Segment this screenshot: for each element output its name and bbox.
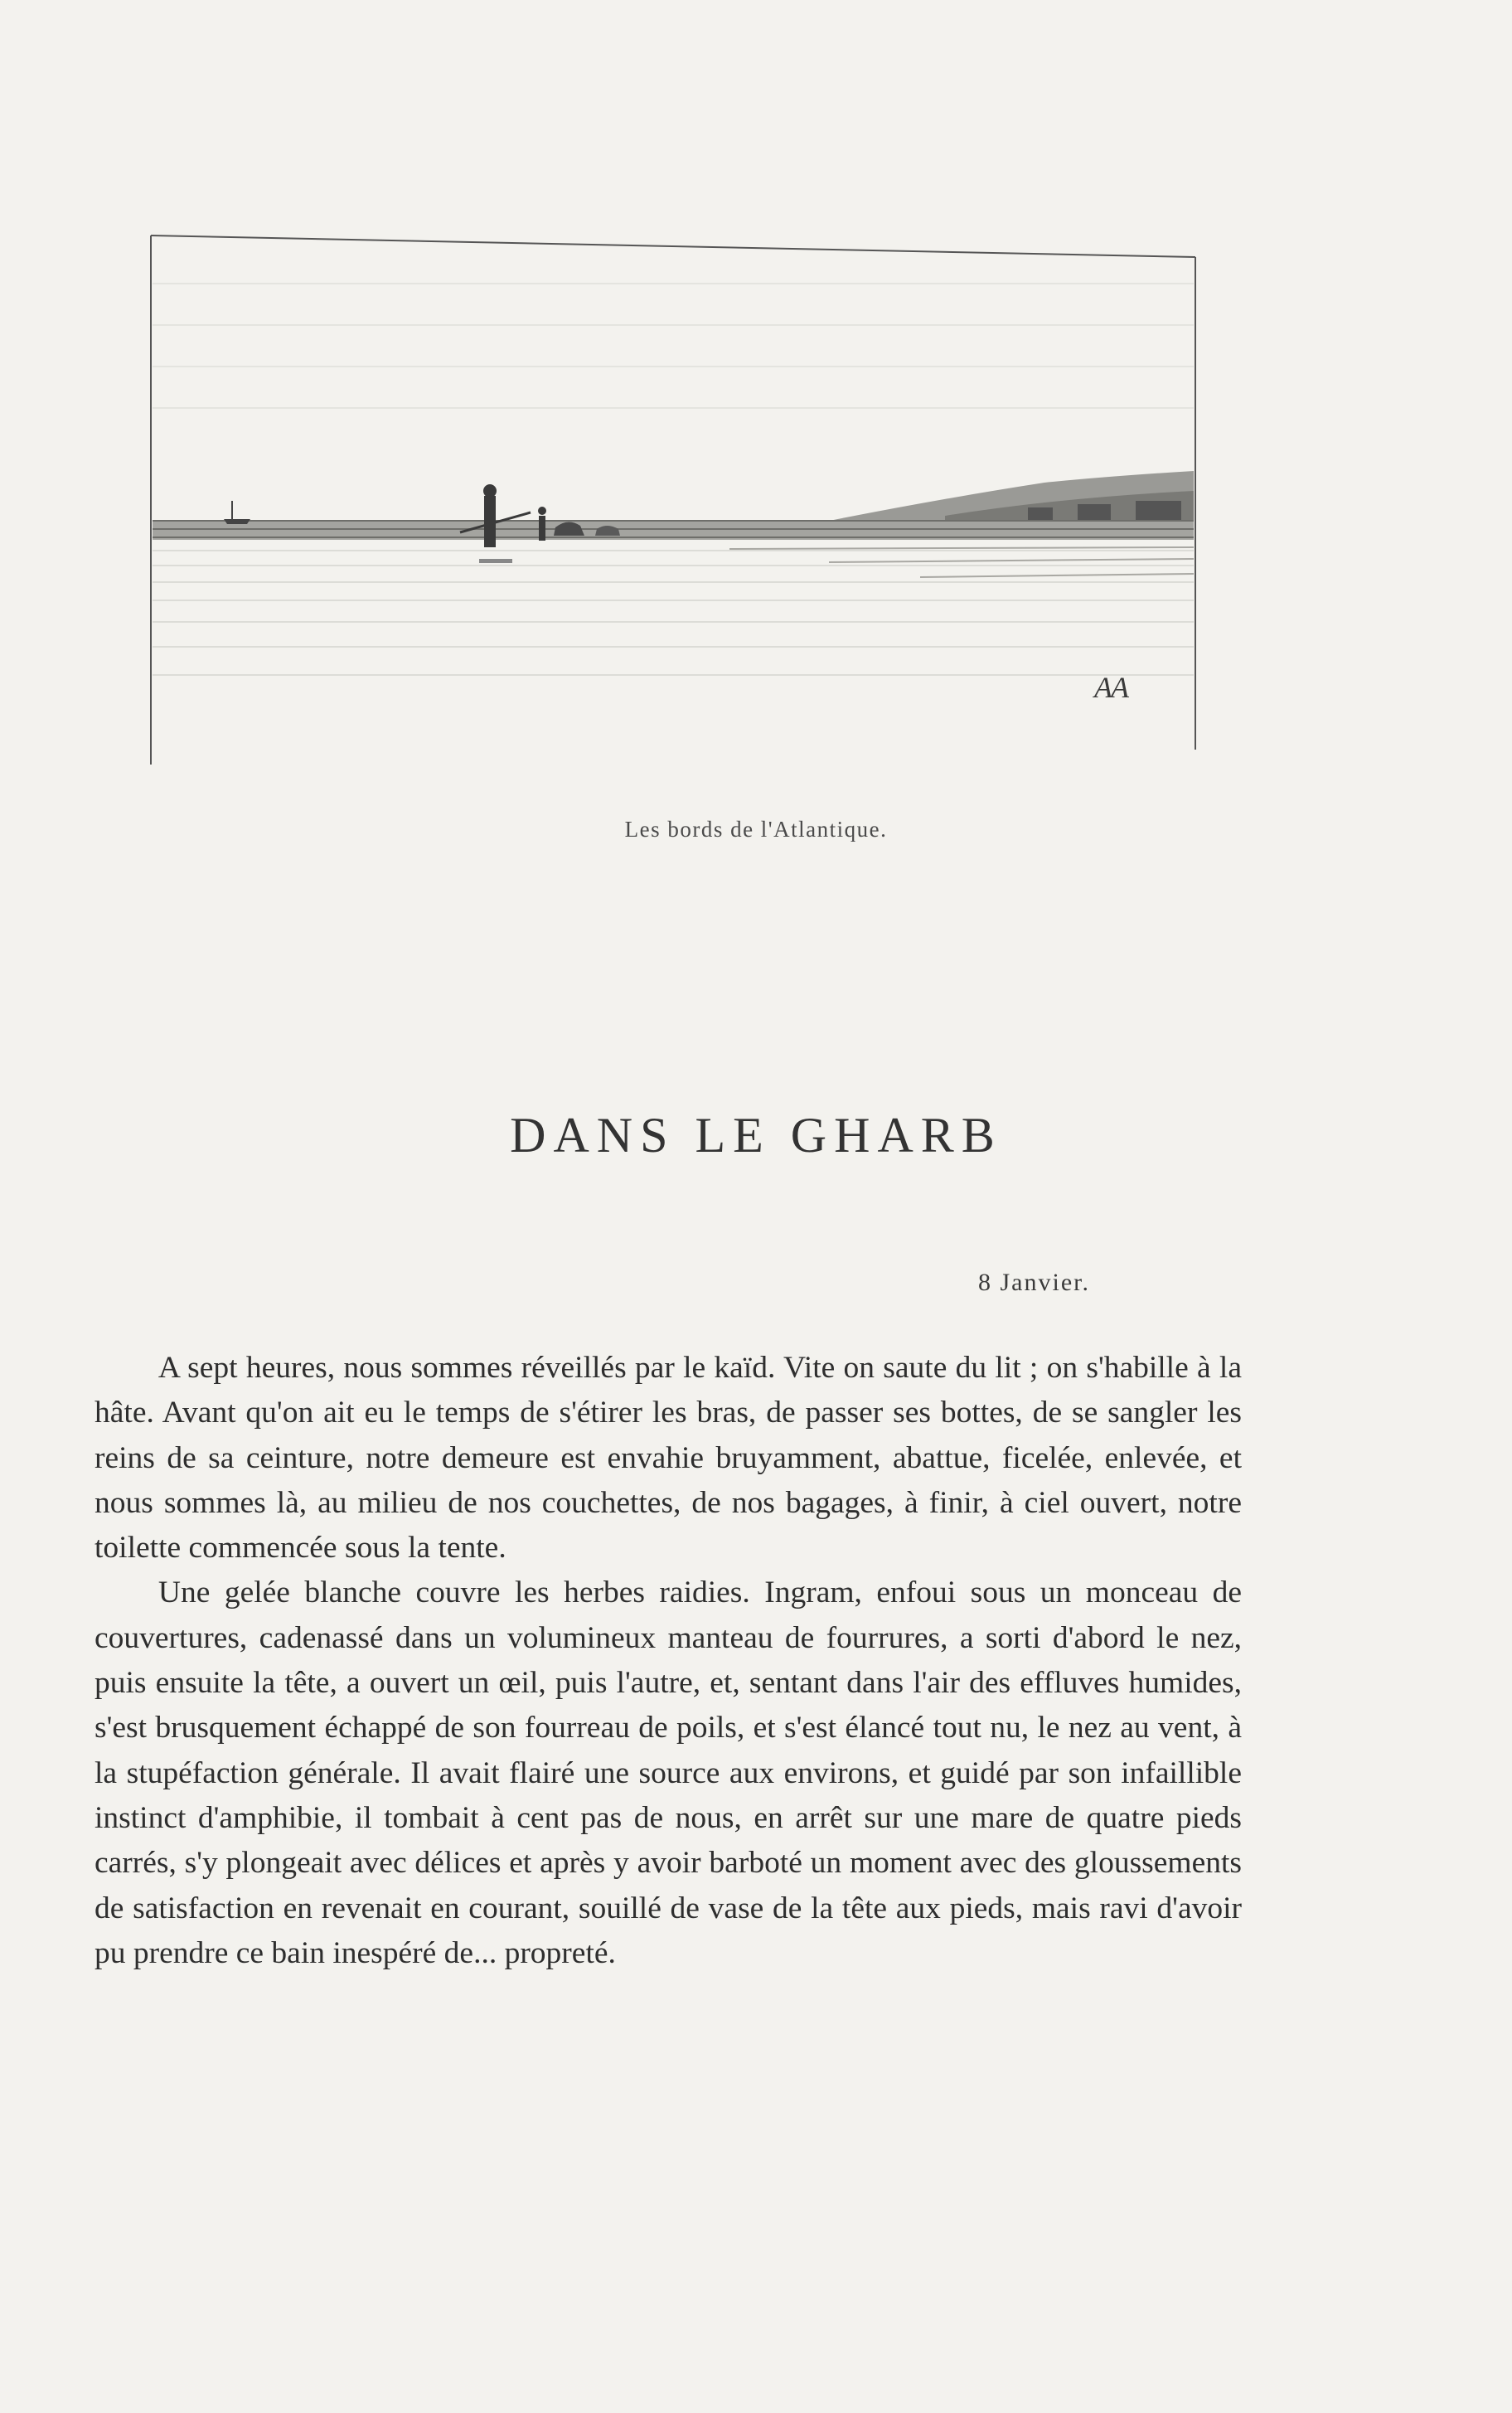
chapter-title: DANS LE GHARB — [510, 1108, 1002, 1163]
paragraph-2: Une gelée blanche couvre les herbes raidies. Ingram, enfoui sous un monceau de couvertures, cadenassé dans un volumineux manteau de fourrures, a sorti d'abord le nez, puis ensuite la tête, a ouvert un œil, puis l'autre, et, sentant dans l'air des effluves humides, s'est brusquement échappé de son fourreau de poils, et s'est élancé tout nu, le nez au vent, à la stupéfaction générale. Il avait flairé une source aux environs, et guidé par son infaillible instinct d'amphibie, il tombait à cent pas de nous, en arrêt sur une mare de quatre pieds carrés, s'y plongeait avec délices et après y avoir barboté un moment avec des gloussements de satisfaction en revenait en courant, souillé de vase de la tête aux pieds, mais ravi d'avoir pu prendre ce bain inespéré de... propreté. — [94, 1575, 1242, 1970]
engraving-atlantic-shore — [149, 234, 1202, 765]
figure-caption: Les bords de l'Atlantique. — [624, 817, 888, 842]
body-text — [94, 1346, 1242, 1976]
paragraph-1: A sept heures, nous sommes réveillés par le kaïd. Vite on saute du lit ; on s'habille à la hâte. Avant qu'on ait eu le temps de s'étirer les bras, de passer ses bottes, de se sangler les reins de sa ceinture, notre demeure est envahie bruyamment, abattue, ficelée, enlevée, et nous sommes là, au milieu de nos couchettes, de nos bagages, à finir, à ciel ouvert, notre toilette commencée sous la tente. — [94, 1351, 1242, 1566]
dateline: 8 Janvier. — [978, 1269, 1090, 1296]
artist-signature: AA — [1094, 671, 1127, 704]
